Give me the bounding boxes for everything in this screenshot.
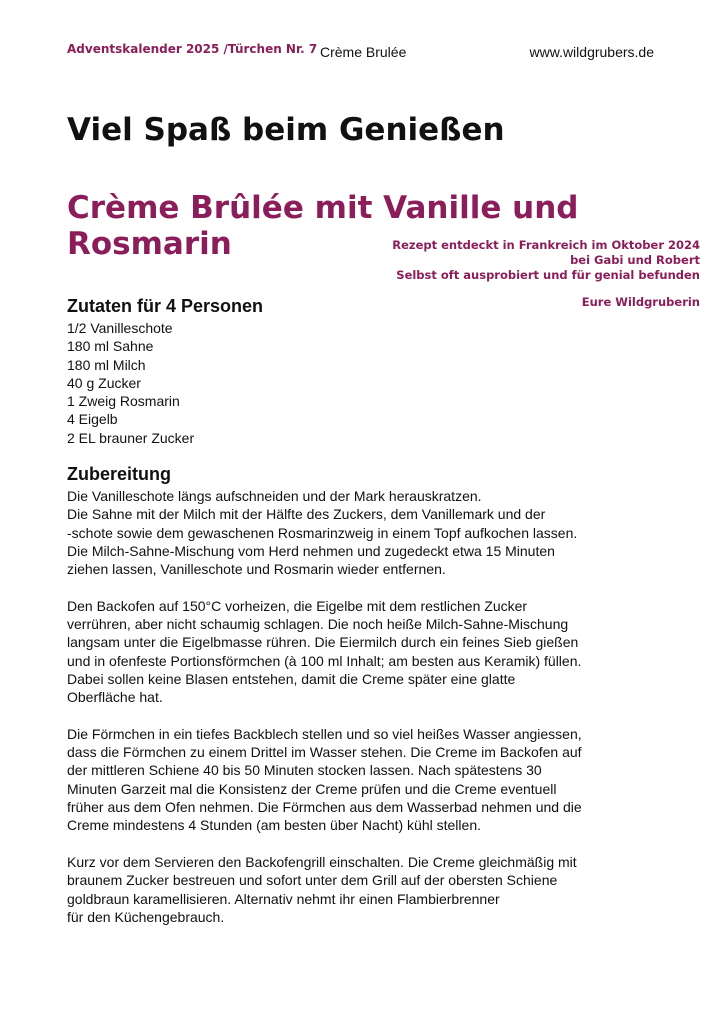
- notes-origin: Rezept entdeckt in Frankreich im Oktober 2024: [392, 238, 700, 252]
- ingredient-item: 2 EL brauner Zucker: [67, 429, 195, 446]
- preparation-step: Kurz vor dem Servieren den Backofengrill einschalten. Die Creme gleichmäßig mit braunem Zucker bestreuen und sofort unter dem Grill auf der obersten Schiene goldbraun karamellisieren. Alternativ nehmt ihr einen Flambierbrenner für den Küchengebrauch.: [67, 853, 577, 925]
- preparation-step: Die Förmchen in ein tiefes Backblech stellen und so viel heißes Wasser angiessen, dass die Förmchen zu einem Drittel im Wasser stehen. Die Creme im Backofen auf der mittleren Schiene 40 bis 50 Minuten stocken lassen. Nach spätestens 30 Minuten Garzeit mal die Konsistenz der Creme prüfen und die Creme eventuell früher aus dem Ofen nehmen. Die Förmchen aus dem Wasserbad nehmen und die Creme mindestens 4 Stunden (am besten über Nacht) kühl stellen.: [67, 725, 582, 834]
- ingredient-item: 180 ml Milch: [67, 356, 146, 373]
- ingredient-item: 40 g Zucker: [67, 374, 141, 391]
- preparation-section: [67, 464, 667, 944]
- preparation-step: Den Backofen auf 150°C vorheizen, die Eigelbe mit dem restlichen Zucker verrühren, aber nicht schaumig schlagen. Die noch heiße Milch-Sahne-Mischung langsam unter die Eigelbmasse rühren. Die Eiermilch durch ein feines Sieb gießen und in ofenfeste Portionsförmchen (à 100 ml Inhalt; am besten aus Keramik) füllen. Dabei sollen keine Blasen entstehen, damit die Creme später eine glatte Oberfläche hat.: [67, 597, 582, 706]
- preparation-heading: Zubereitung: [67, 464, 171, 484]
- ingredients-heading: Zutaten für 4 Personen: [67, 296, 264, 316]
- preparation-step: Die Vanilleschote längs aufschneiden und der Mark herauskratzen. Die Sahne mit der Milch mit der Hälfte des Zuckers, dem Vanillemark und der -schote sowie dem gewaschenen Rosmarinzweig in einem Topf aufkochen lassen. Die Milch-Sahne-Mischung vom Herd nehmen und zugedeckt etwa 15 Minuten ziehen lassen, Vanilleschote und Rosmarin wieder entfernen.: [67, 488, 578, 578]
- notes-tested: Selbst oft ausprobiert und für genial befunden: [396, 268, 700, 282]
- notes-hosts: bei Gabi und Robert: [570, 253, 700, 267]
- ingredient-item: 4 Eigelb: [67, 411, 118, 428]
- ingredients-section: [67, 296, 667, 447]
- website-url: www.wildgrubers.de: [529, 44, 654, 60]
- ingredient-item: 180 ml Sahne: [67, 338, 154, 355]
- ingredient-item: 1/2 Vanilleschote: [67, 320, 173, 336]
- document-topic: Crème Brulée: [320, 44, 407, 60]
- calendar-label: Adventskalender 2025 /Türchen Nr. 7: [67, 42, 318, 56]
- notes-signature: Eure Wildgruberin: [581, 295, 700, 309]
- headline: Viel Spaß beim Genießen: [67, 112, 505, 148]
- ingredients-list: [67, 319, 667, 447]
- ingredient-item: 1 Zweig Rosmarin: [67, 393, 180, 410]
- recipe-title: Crème Brûlée mit Vanille und Rosmarin: [67, 190, 579, 262]
